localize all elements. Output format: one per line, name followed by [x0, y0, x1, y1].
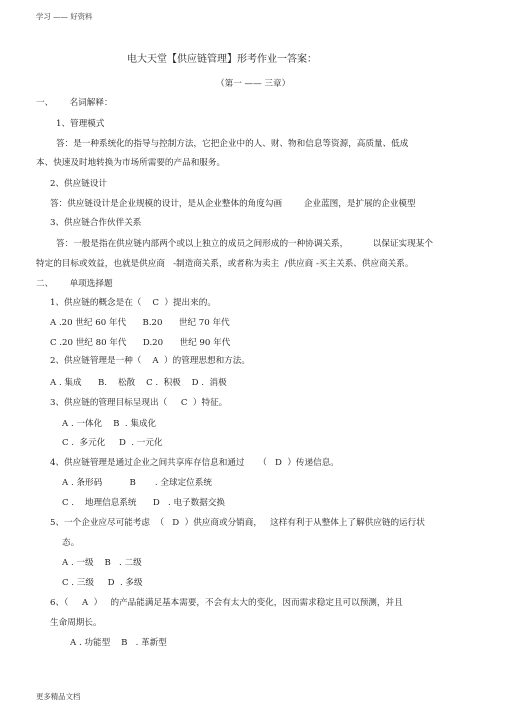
term-2-title: 2、供应链设计 — [50, 179, 108, 189]
question-3: 3、供应链的管理目标呈现出（ C ）特征。 — [50, 398, 228, 408]
page-header: 学习 —— 好资料 — [36, 12, 93, 21]
question-4-options-line-2: C . 地理信息系统 D . 电子数据交换 — [62, 498, 226, 508]
page-footer: 更多精品文档 — [36, 692, 81, 701]
question-6-options: A . 功能型 B . 革新型 — [70, 638, 167, 648]
question-2-options: A . 集成 B. 松散 C . 积极 D . 消极 — [50, 378, 227, 388]
term-2-answer: 答：供应链设计是企业规模的设计，是从企业整体的角度勾画 企业蓝图，是扩展的企业模型 — [50, 199, 416, 209]
question-2: 2、供应链管理是一种（ A ）的管理思想和方法。 — [50, 356, 250, 366]
page-subtitle: （第一 —— 三章） — [216, 79, 291, 89]
term-1-answer-line-2: 本、快速及时地转换为市场所需要的产品和服务。 — [36, 158, 226, 168]
term-3-title: 3、供应链合作伙伴关系 — [50, 218, 142, 228]
question-5-line-1: 5、一个企业应尽可能考虑 （ D ）供应商或分销商， 这样有利于从整体上了解供应链的运行状 — [50, 518, 425, 528]
page-title: 电大天堂【供应链管理】形考作业一答案： — [127, 54, 317, 65]
question-6-line-2: 生命周期长。 — [50, 618, 102, 628]
section-1-heading: 一、 名词解释： — [36, 98, 113, 108]
question-5-line-2: 态。 — [62, 538, 80, 548]
term-3-answer-line-2: 特定的目标或效益，也就是供应商 -制造商关系，或者称为卖主 /供应商 -买主关系、供应商关系。 — [36, 259, 414, 269]
question-4: 4、供应链管理是通过企业之间共享库存信息和通过 （ D ）传递信息。 — [50, 458, 339, 468]
question-5-options-line-2: C . 三级 D . 多级 — [62, 578, 143, 588]
section-2-heading: 二、 单项选择题 — [36, 279, 113, 289]
question-1-options-line-1: A .20 世纪 60 年代 B.20 世纪 70 年代 — [50, 318, 230, 328]
term-1-title: 1、管理模式 — [56, 119, 105, 129]
term-1-answer-line-1: 答：是一种系统化的指导与控制方法，它把企业中的人、财、物和信息等资源，高质量、低成 — [56, 139, 409, 149]
term-3-answer-line-1: 答：一般是指在供应链内部两个或以上独立的成员之间形成的一种协调关系， 以保证实现某个 — [56, 239, 433, 249]
question-3-options-line-2: C . 多元化 D . 一元化 — [62, 438, 163, 448]
question-3-options-line-1: A . 一体化 B . 集成化 — [62, 419, 157, 429]
question-4-options-line-1: A . 条形码 B . 全球定位系统 — [62, 478, 212, 488]
question-1: 1、供应链的概念是在（ C ）提出来的。 — [50, 298, 216, 308]
question-1-options-line-2: C .20 世纪 80 年代 D.20 世纪 90 年代 — [50, 338, 231, 348]
question-5-options-line-1: A . 一级 B . 二级 — [62, 558, 142, 568]
question-6-line-1: 6、（ A ） 的产品能满足基本需要，不会有太大的变化，因而需求稳定且可以预测，并且 — [50, 598, 403, 608]
